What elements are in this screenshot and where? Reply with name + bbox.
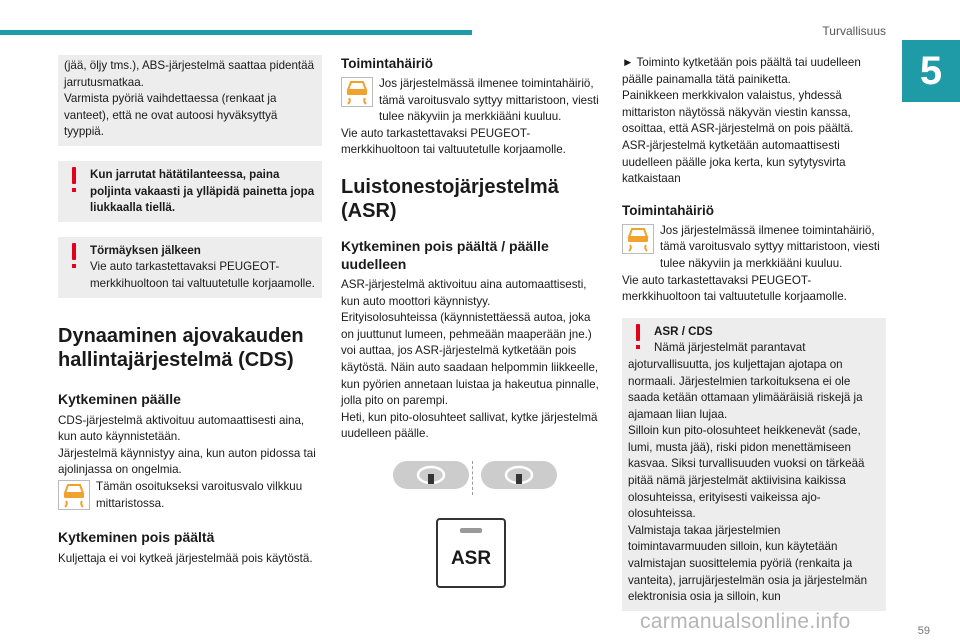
asr-indicator-light — [460, 528, 482, 533]
asr-fault-text: Jos järjestelmässä ilmenee toimintahäiriö, tämä varoitusvalo syttyy mittaristoon, viesti tulee näkyviin ja merkkiääni kuuluu. — [660, 223, 880, 270]
emergency-braking-text: Kun jarrutat hätätilanteessa, paina poljinta vakaasti ja ylläpidä painetta jopa liukkaalla tiellä. — [90, 167, 315, 215]
asr-text-1: ASR-järjestelmä aktivoituu aina automaattisesti, kun auto moottori käynnistyy. — [341, 277, 587, 308]
asr-cds-box-text-1: Nämä järjestelmät parantavat ajoturvallisuutta, jos kuljettajan ajotapa on normaali. Järjestelmien tarkoituksena ei ole saada ketään ottamaan ylimääräisiä riskejä ja ajamaan liian lujaa. — [628, 341, 863, 421]
asr-indicator-text: Painikkeen merkkivalon valaistus, yhdessä mittariston näytössä näkyvän viestin kanssa, osoittaa, että ASR-järjestelmä on pois päältä. — [622, 89, 854, 136]
exclamation-icon — [70, 167, 78, 193]
car-skid-warning-icon — [341, 77, 373, 107]
asr-cds-box-text-3: Valmistaja takaa järjestelmien toimintavarmuuden silloin, kun käytetään valmistajan suosittelemia pyöriä (renkaita ja vanteita), jarrujärjestelmän osia ja järjestelmän elektronisia osia ja silloin, kun — [628, 523, 868, 604]
asr-subheading: Kytkeminen pois päältä / päälle uudelleen — [341, 237, 549, 272]
cds-indicator-paragraph — [58, 479, 322, 512]
header-accent-bar — [0, 30, 472, 35]
page-number: 59 — [917, 625, 930, 637]
watermark: carmanualsonline.info — [640, 610, 851, 633]
asr-cds-warning-box — [622, 318, 886, 611]
collision-warning — [58, 237, 322, 298]
abs-note-text-2: Varmista pyöriä vaihdettaessa (renkaat ja vanteet), että ne ovat autoosi hyväksyttyä tyyppiä. — [64, 92, 278, 139]
column-1 — [58, 55, 322, 568]
asr-reactivation-text: ASR-järjestelmä kytketään automaattisesti uudelleen päälle joka kerta, kun sytytysvirta katkaistaan — [622, 138, 846, 186]
asr-heading: Luistonestojärjestelmä (ASR) — [341, 175, 559, 222]
collision-title: Törmäyksen jälkeen — [90, 243, 201, 257]
asr-button-figure — [341, 457, 606, 607]
cds-fault-text-2: Vie auto tarkastettavaksi PEUGEOT-merkkihuoltoon tai valtuutetulle korjaamolle. — [341, 126, 566, 157]
cds-fault-paragraph — [341, 76, 606, 126]
asr-cds-box-title: ASR / CDS — [654, 324, 713, 338]
cds-fault-heading: Toimintahäiriö — [341, 56, 434, 71]
cds-fault-text: Jos järjestelmässä ilmenee toimintahäiriö, tämä varoitusvalo syttyy mittaristoon, viesti tulee näkyviin ja merkkiääni kuuluu. — [379, 77, 599, 124]
figure-separator — [472, 461, 473, 495]
section-title: Turvallisuus — [822, 24, 886, 38]
asr-button[interactable] — [436, 518, 506, 588]
asr-text-3: Heti, kun pito-olosuhteet sallivat, kytke järjestelmä uudelleen päälle. — [341, 410, 598, 441]
column-2 — [341, 55, 606, 607]
abs-note-text-1: (jää, öljy tms.), ABS-järjestelmä saattaa pidentää jarrutusmatkaa. — [64, 59, 315, 89]
cds-off-heading: Kytkeminen pois päältä — [58, 529, 215, 546]
cds-indicator-text: Tämän osoitukseksi varoitusvalo vilkkuu mittaristossa. — [96, 479, 303, 510]
cds-on-heading: Kytkeminen päälle — [58, 390, 181, 407]
asr-cds-box-text-2: Silloin kun pito-olosuhteet heikkenevät (sade, lumi, musta jää), riski pidon menettämiseen kasvaa. Siksi turvallisuuden vuoksi on tärkeää pitää nämä järjestelmät aktiivisina kaikissa olosuhteissa, erityisesti vaikeissa ajo-olosuhteissa. — [628, 424, 865, 521]
asr-fault-paragraph — [622, 223, 886, 273]
abs-note-box — [58, 55, 322, 146]
asr-text-2: Erityisolosuhteissa (käynnistettäessä autoa, joka on juuttunut lumeen, pehmeään maaperään jne.) voi auttaa, jos ASR-järjestelmä kytketään pois käytöstä. Näin auto saadaan helpommin liikkeelle, kun pyörien annetaan luistaa ja hakeutua pinnalle, jolla pito on parempi. — [341, 311, 599, 408]
steering-wheel-switch-right — [481, 461, 557, 489]
emergency-braking-warning — [58, 161, 322, 222]
exclamation-icon — [634, 324, 642, 350]
asr-toggle-text: ► Toiminto kytketään pois päältä tai uudelleen päälle painamalla tätä painiketta. — [622, 56, 861, 86]
car-skid-warning-icon — [622, 224, 654, 254]
asr-fault-text-2: Vie auto tarkastettavaksi PEUGEOT-merkkihuoltoon tai valtuutetulle korjaamolle. — [622, 273, 847, 304]
cds-off-text: Kuljettaja ei voi kytkeä järjestelmää pois käytöstä. — [58, 552, 313, 566]
cds-heading: Dynaaminen ajovakauden hallintajärjestelmä (CDS) — [58, 324, 304, 371]
cds-on-text-2: Järjestelmä käynnistyy aina, kun auton pidossa tai ajolinjassa on ongelmia. — [58, 446, 316, 477]
car-skid-warning-icon — [58, 480, 90, 510]
steering-wheel-switch-left — [393, 461, 469, 489]
column-3 — [622, 55, 886, 619]
collision-text: Vie auto tarkastettavaksi PEUGEOT-merkkihuoltoon tai valtuutetulle korjaamolle. — [90, 260, 315, 290]
exclamation-icon — [70, 243, 78, 269]
asr-button-label: ASR — [450, 547, 492, 569]
cds-on-text-1: CDS-järjestelmä aktivoituu automaattisesti aina, kun auto käynnistetään. — [58, 413, 305, 444]
chapter-tab: 5 — [902, 40, 960, 102]
asr-fault-heading: Toimintahäiriö — [622, 202, 715, 218]
